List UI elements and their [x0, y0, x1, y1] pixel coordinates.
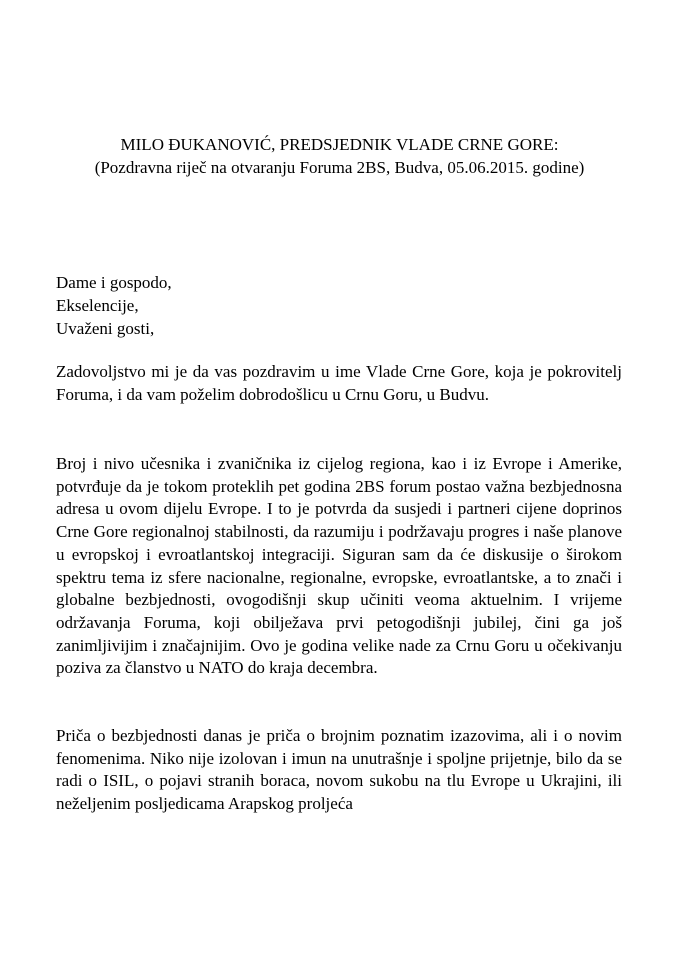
paragraph-welcome: Zadovoljstvo mi je da vas pozdravim u ime Vlade Crne Gore, koja je pokrovitelj Foruma, i da vam poželim dobrodošlicu u Crnu Goru, u Budvu. — [56, 362, 622, 404]
document-subtitle: (Pozdravna riječ na otvaranju Foruma 2BS, Budva, 05.06.2015. godine) — [94, 158, 585, 177]
document-title: MILO ĐUKANOVIĆ, PREDSJEDNIK VLADE CRNE GORE: — [120, 135, 559, 154]
document-header — [50, 133, 629, 179]
salutation-line: Dame i gospodo, — [56, 273, 172, 292]
salutation-line: Uvaženi gosti, — [56, 319, 155, 338]
paragraph-forum-significance: Broj i nivo učesnika i zvaničnika iz cijelog regiona, kao i iz Evrope i Amerike, potvrđuje da je tokom proteklih pet godina 2BS forum postao važna bezbjednosna adresa u ovom dijelu Evrope. I to je potvrda da susjedi i partneri cijene doprinos Crne Gore regionalnoj stabilnosti, da razumiju i podržavaju progres i naše planove u evropskoj i evroatlantskoj integraciji. Siguran sam da će diskusije o širokom spektru tema iz sfere nacionalne, regionalne, evropske, evroatlantske, a to znači i globalne bezbjednosti, ovogodišnji skup učiniti veoma aktuelnim. I vrijeme održavanja Foruma, koji obilježava prvi petogodišnji jubilej, čini ga još zanimljivijim i značajnijim. Ovo je godina velike nade za Crnu Goru u očekivanju poziva za članstvo u NATO do kraja decembra. — [56, 454, 622, 678]
paragraph-security-challenges: Priča o bezbjednosti danas je priča o brojnim poznatim izazovima, ali i o novim fenomenima. Niko nije izolovan i imun na unutrašnje i spoljne prijetnje, bilo da se radi o ISIL, o pojavi stranih boraca, novom sukobu na tlu Evrope u Ukrajini, ili neželjenim posljedicama Arapskog proljeća — [56, 726, 622, 814]
salutation-line: Ekselencije, — [56, 296, 139, 315]
salutation-block — [56, 271, 172, 340]
